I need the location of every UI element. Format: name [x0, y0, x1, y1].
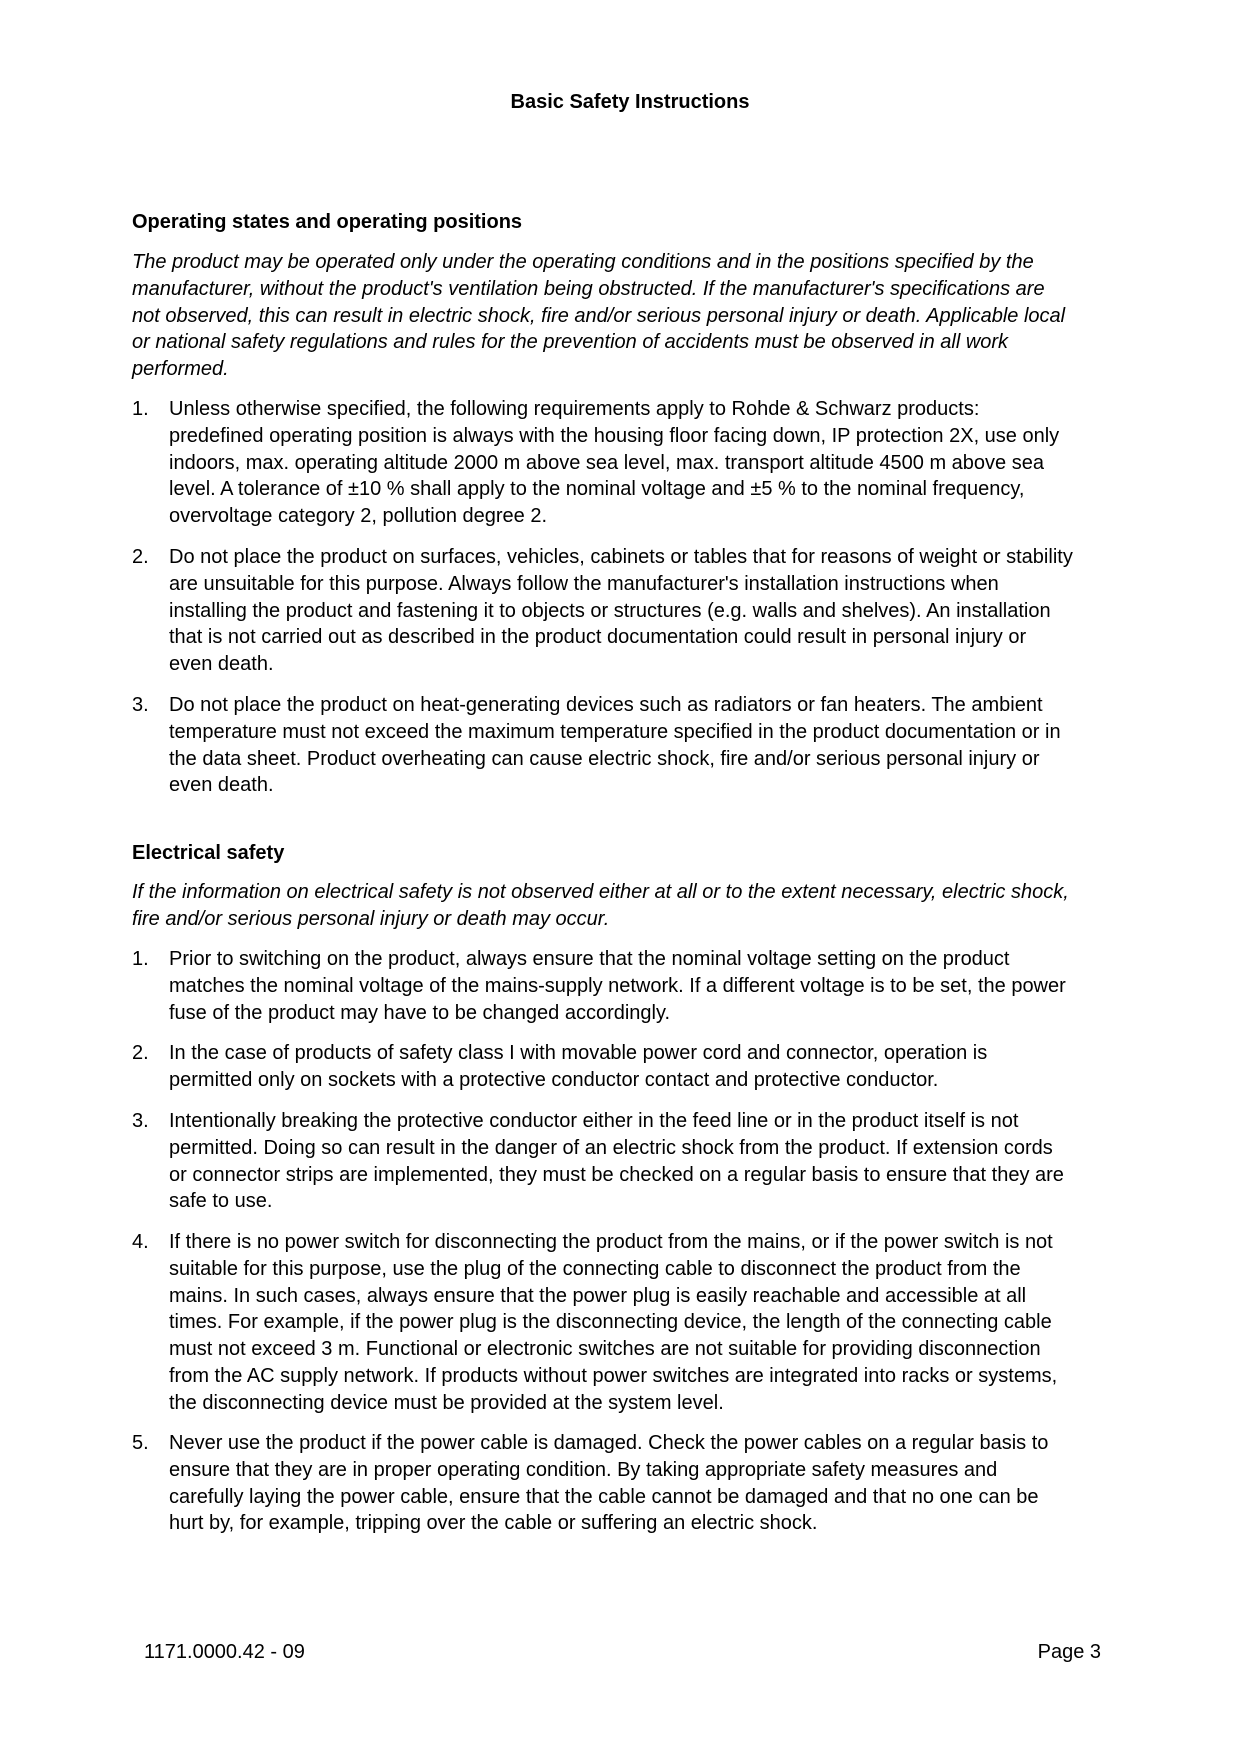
list-line: hurt by, for example, tripping over the cable or suffering an electric shock.	[169, 1512, 818, 1535]
list-line: Never use the product if the power cable is damaged. Check the power cables on a regular basis to	[169, 1432, 1049, 1454]
list-item-text	[169, 1108, 1064, 1215]
document-number: 1171.0000.42 - 09	[144, 1641, 305, 1663]
list-line: carefully laying the power cable, ensure that the cable cannot be damaged and that no one can be	[169, 1485, 1039, 1508]
list-line: Do not place the product on surfaces, vehicles, cabinets or tables that for reasons of weight or stability	[169, 546, 1073, 568]
list-number: 1.	[132, 948, 149, 970]
list-line: even death.	[169, 774, 274, 797]
list-line: permitted. Doing so can result in the danger of an electric shock from the product. If extension cords	[169, 1136, 1053, 1159]
list-number: 2.	[132, 546, 149, 568]
list-line: In the case of products of safety class I with movable power cord and connector, operation is	[169, 1042, 988, 1064]
intro-line: performed.	[132, 358, 229, 381]
list-item-text	[169, 1229, 1057, 1417]
intro-line: or national safety regulations and rules for the prevention of accidents must be observed in all work	[132, 331, 1009, 354]
list-line: permitted only on sockets with a protective conductor contact and protective conductor.	[169, 1068, 939, 1091]
section-heading: Electrical safety	[132, 842, 285, 864]
list-line: Unless otherwise specified, the following requirements apply to Rohde & Schwarz products:	[169, 398, 980, 420]
list-item-text	[169, 946, 1066, 1026]
list-line: or connector strips are implemented, they must be checked on a regular basis to ensure that they are	[169, 1163, 1064, 1186]
list-item-text	[169, 692, 1061, 799]
list-line: predefined operating position is always with the housing floor facing down, IP protection 2X, use only	[169, 424, 1060, 447]
list-line: mains. In such cases, always ensure that the power plug is easily reachable and accessible at all	[169, 1284, 1027, 1307]
list-line: the data sheet. Product overheating can cause electric shock, fire and/or serious personal injury or	[169, 747, 1040, 770]
list-line: overvoltage category 2, pollution degree 2.	[169, 505, 548, 528]
page-number: Page 3	[1037, 1641, 1101, 1663]
list-line: fuse of the product may have to be changed accordingly.	[169, 1001, 671, 1024]
list-line: installing the product and fastening it to objects or structures (e.g. walls and shelves). An installation	[169, 599, 1051, 622]
page-title: Basic Safety Instructions	[510, 91, 750, 113]
list-item-text	[169, 1430, 1048, 1537]
intro-line: manufacturer, without the product's ventilation being obstructed. If the manufacturer's specifications are	[132, 277, 1045, 300]
list-number: 5.	[132, 1432, 149, 1454]
list-line: Do not place the product on heat-generating devices such as radiators or fan heaters. The ambient	[169, 694, 1043, 716]
list-line: Intentionally breaking the protective conductor either in the feed line or in the product itself is not	[169, 1110, 1019, 1132]
intro-line: not observed, this can result in electric shock, fire and/or serious personal injury or death. Applicable local	[132, 304, 1066, 327]
list-line: level. A tolerance of ±10 % shall apply to the nominal voltage and ±5 % to the nominal frequency,	[169, 478, 1025, 501]
list-line: times. For example, if the power plug is the disconnecting device, the length of the connecting cable	[169, 1311, 1052, 1334]
list-line: suitable for this purpose, use the plug of the connecting cable to disconnect the product from the	[169, 1257, 1021, 1280]
list-item-text	[169, 544, 1073, 678]
list-line: ensure that they are in proper operating condition. By taking appropriate safety measures and	[169, 1458, 998, 1481]
list-number: 4.	[132, 1231, 149, 1253]
list-line: temperature must not exceed the maximum temperature specified in the product documentation or in	[169, 720, 1061, 743]
list-number: 1.	[132, 398, 149, 420]
list-line: even death.	[169, 653, 274, 676]
list-line: safe to use.	[169, 1190, 273, 1213]
section-intro	[132, 879, 1122, 933]
list-item-text	[169, 396, 1059, 530]
list-line: from the AC supply network. If products without power switches are integrated into racks or systems,	[169, 1364, 1058, 1387]
list-number: 2.	[132, 1042, 149, 1064]
list-number: 3.	[132, 694, 149, 716]
list-line: that is not carried out as described in the product documentation could result in personal injury or	[169, 626, 1027, 649]
list-line: matches the nominal voltage of the mains-supply network. If a different voltage is to be set, the power	[169, 974, 1066, 997]
intro-line: If the information on electrical safety is not observed either at all or to the extent necessary, electric shock,	[132, 881, 1069, 903]
section-heading: Operating states and operating positions	[132, 211, 523, 233]
intro-line: The product may be operated only under the operating conditions and in the positions specified by the	[132, 251, 1034, 273]
list-line: must not exceed 3 m. Functional or electronic switches are not suitable for providing disconnection	[169, 1338, 1041, 1361]
list-line: Prior to switching on the product, always ensure that the nominal voltage setting on the product	[169, 948, 1010, 970]
list-item-text	[169, 1040, 987, 1094]
list-line: are unsuitable for this purpose. Always follow the manufacturer's installation instructions when	[169, 572, 999, 595]
list-number: 3.	[132, 1110, 149, 1132]
list-line: If there is no power switch for disconnecting the product from the mains, or if the power switch is not	[169, 1231, 1053, 1253]
section-intro	[132, 249, 1122, 383]
list-line: indoors, max. operating altitude 2000 m above sea level, max. transport altitude 4500 m above sea	[169, 451, 1044, 474]
intro-line: fire and/or serious personal injury or death may occur.	[132, 907, 610, 930]
list-line: the disconnecting device must be provided at the system level.	[169, 1391, 724, 1414]
